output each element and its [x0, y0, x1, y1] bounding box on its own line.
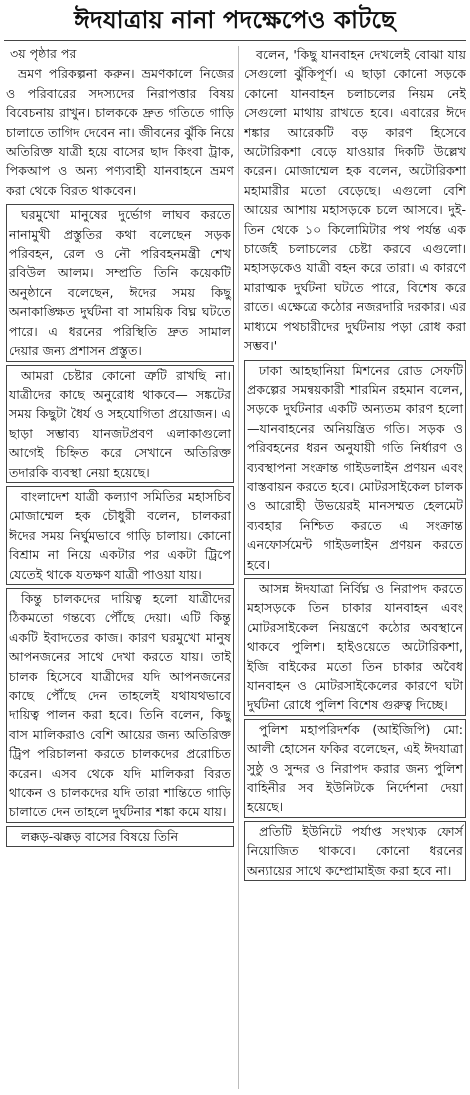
paragraph: বলেন, 'কিছু যানবাহন দেখলেই বোঝা যায় সেগুলো ঝুঁকিপূর্ণ। এ ছাড়া কোনো সড়কে কোনো যানবাহন চলাচলের নিয়ম নেই সেগুলো মাথায় রাখতে হবে। এবারের ঈদে শঙ্কার আরেকটি বড় কারণ হিসেবে অটোরিকশা বেড়ে যাওয়ার দিকটি উল্লেখ করেন। মোজাম্মেল হক বলেন, অটোরিকশা মহামারীর মতো বেড়েছে। এগুলো বেশি আয়ের আশায় মহাসড়কে চলে আসবে। দুই-তিন থেকে ১০ কিলোমিটার পথ পর্যন্ত এক চার্জেই চলাচলের চেষ্টা করবে এগুলো। মহাসড়কেও যাত্রী বহন করে তারা। এ কারণে মারাত্মক দুর্ঘটনা ঘটতে পারে, বিশেষ করে রাতে। এক্ষেত্রে কঠোর নজরদারি দরকার। এর মাধ্যমে পথচারীদের দুর্ঘটনায় পড়া রোধ করা সম্ভব।' — [244, 47, 466, 354]
right-column — [244, 44, 466, 1093]
paragraph: লক্কড়-ঝক্কড় বাসের বিষয়ে তিনি — [6, 826, 234, 847]
paragraph: বাংলাদেশ যাত্রী কল্যাণ সমিতির মহাসচিব মোজাম্মেল হক চৌধুরী বলেন, চালকরা ঈদের সময় নির্ঘুমভাবে গাড়ি চালায়। কোনো বিশ্রাম না নিয়ে একটার পর একটা ট্রিপে যেতেই থাকে যতক্ষণ যাত্রী পাওয়া যায়। — [6, 486, 234, 585]
headline-rule — [4, 40, 466, 41]
headline: ঈদযাত্রায় নানা পদক্ষেপেও কাটছে — [74, 6, 396, 34]
paragraph: ভ্রমণ পরিকল্পনা করুন। ভ্রমণকালে নিজের ও পরিবারের সদস্যদের নিরাপত্তার বিষয় বিবেচনায় রাখুন। চালককে দ্রুত গতিতে গাড়ি চালাতে তাগিদ দেবেন না। জীবনের ঝুঁকি নিয়ে অতিরিক্ত যাত্রী হয়ে বাসের ছাদ কিংবা ট্রাক, পিকআপ ও অন্য পণ্যবাহী যানবাহনে ভ্রমণ করা থেকে বিরত থাকবেন। — [6, 66, 234, 198]
paragraph: আমরা চেষ্টার কোনো ত্রুটি রাখছি না। যাত্রীদের কাছে অনুরোধ থাকবে— সঙ্কটের সময় কিছুটা ধৈর্য ও সহযোগিতা প্রয়োজন। এ ছাড়া সম্ভাব্য যানজটপ্রবণ এলাকাগুলো আগেই চিহ্নিত করে সেখানে অতিরিক্ত তদারকি ব্যবস্থা নেয়া হয়েছে। — [6, 365, 234, 483]
paragraph: ঢাকা আহছানিয়া মিশনের রোড সেফটি প্রকল্পের সমন্বয়কারী শারমিন রহমান বলেন, সড়কে দুর্ঘটনার একটি অন্যতম কারণ হলো—যানবাহনের অনিয়ন্ত্রিত গতি। সড়ক ও পরিবহনের ধরন অনুযায়ী গতি নির্ধারণ ও ব্যবস্থাপনা সংক্রান্ত গাইডলাইন প্রণয়ন এবং বাস্তবায়ন করতে হবে। মোটরসাইকেল চালক ও আরোহী উভয়েরই মানসম্মত হেলমেট ব্যবহার নিশ্চিত করতে এ সংক্রান্ত এনফোর্সমেন্ট গাইডলাইন প্রণয়ন করতে হবে। — [244, 360, 466, 575]
paragraph: কিন্তু চালকদের দায়িত্ব হলো যাত্রীদের ঠিকমতো গন্তব্যে পৌঁছে দেয়া। এটি কিন্তু একটি ইবাদতের কাজ। কারণ ঘরমুখো মানুষ আপনজনের সাথে দেখা করতে যায়। তাই চালক হিসেবে যাত্রীদের যদি আপনজনের কাছে পৌঁছে দেন তাহলেই যথাযথভাবে দায়িত্ব পালন করা হবে। তিনি বলেন, কিছু বাস মালিকরাও বেশি আয়ের জন্য অতিরিক্ত ট্রিপ পরিচালনা করতে চালকদের প্ররোচিত করেন। এসব থেকে যদি মালিকরা বিরত থাকেন ও চালকদের যদি তারা শান্তিতে গাড়ি চালাতে দেন তাহলে দুর্ঘটনার শঙ্কা কমে যায়। — [6, 588, 234, 823]
continuation-note: ৩য় পৃষ্ঠার পর — [10, 46, 77, 61]
column-divider — [238, 46, 239, 1089]
paragraph: ঘরমুখো মানুষের দুর্ভোগ লাঘব করতে নানামুখী প্রস্তুতির কথা বলেছেন সড়ক পরিবহন, রেল ও নৌ পরিবহনমন্ত্রী শেখ রবিউল আলম। সম্প্রতি তিনি কয়েকটি অনুষ্ঠানে বলেছেন, ঈদের সময় কিছু অনাকাঙ্ক্ষিত দুর্ঘটনা বা সাময়িক বিঘ্ন ঘটতে পারে। এ ধরনের পরিস্থিতি দ্রুত সামাল দেয়ার জন্য প্রশাসন প্রস্তুত। — [6, 204, 234, 361]
paragraph: আসন্ন ঈদযাত্রা নির্বিঘ্ন ও নিরাপদ করতে মহাসড়কে তিন চাকার যানবাহন এবং মোটরসাইকেল নিয়ন্ত্রণে কঠোর অবস্থানে থাকবে পুলিশ। হাইওয়েতে অটোরিকশা, ইজি বাইকের মতো তিন চাকার অবৈধ যানবাহন ও মোটরসাইকেলের কারণে ঘটা দুর্ঘটনা রোধে পুলিশ বিশেষ গুরুত্ব দিচ্ছে। — [244, 578, 466, 716]
left-column — [6, 44, 234, 1093]
paragraph: প্রতিটি ইউনিটে পর্যাপ্ত সংখ্যক ফোর্স নিয়োজিত থাকবে। কোনো ধরনের অন্যায়ের সাথে কম্প্রোমাইজ করা হবে না। — [244, 821, 466, 881]
paragraph: পুলিশ মহাপরিদর্শক (আইজিপি) মো: আলী হোসেন ফকির বলেছেন, এই ঈদযাত্রা সুষ্ঠু ও সুন্দর ও নিরাপদ করার জন্য পুলিশ বাহিনীর সব ইউনিটকে নির্দেশনা দেয়া হয়েছে। — [244, 719, 466, 818]
